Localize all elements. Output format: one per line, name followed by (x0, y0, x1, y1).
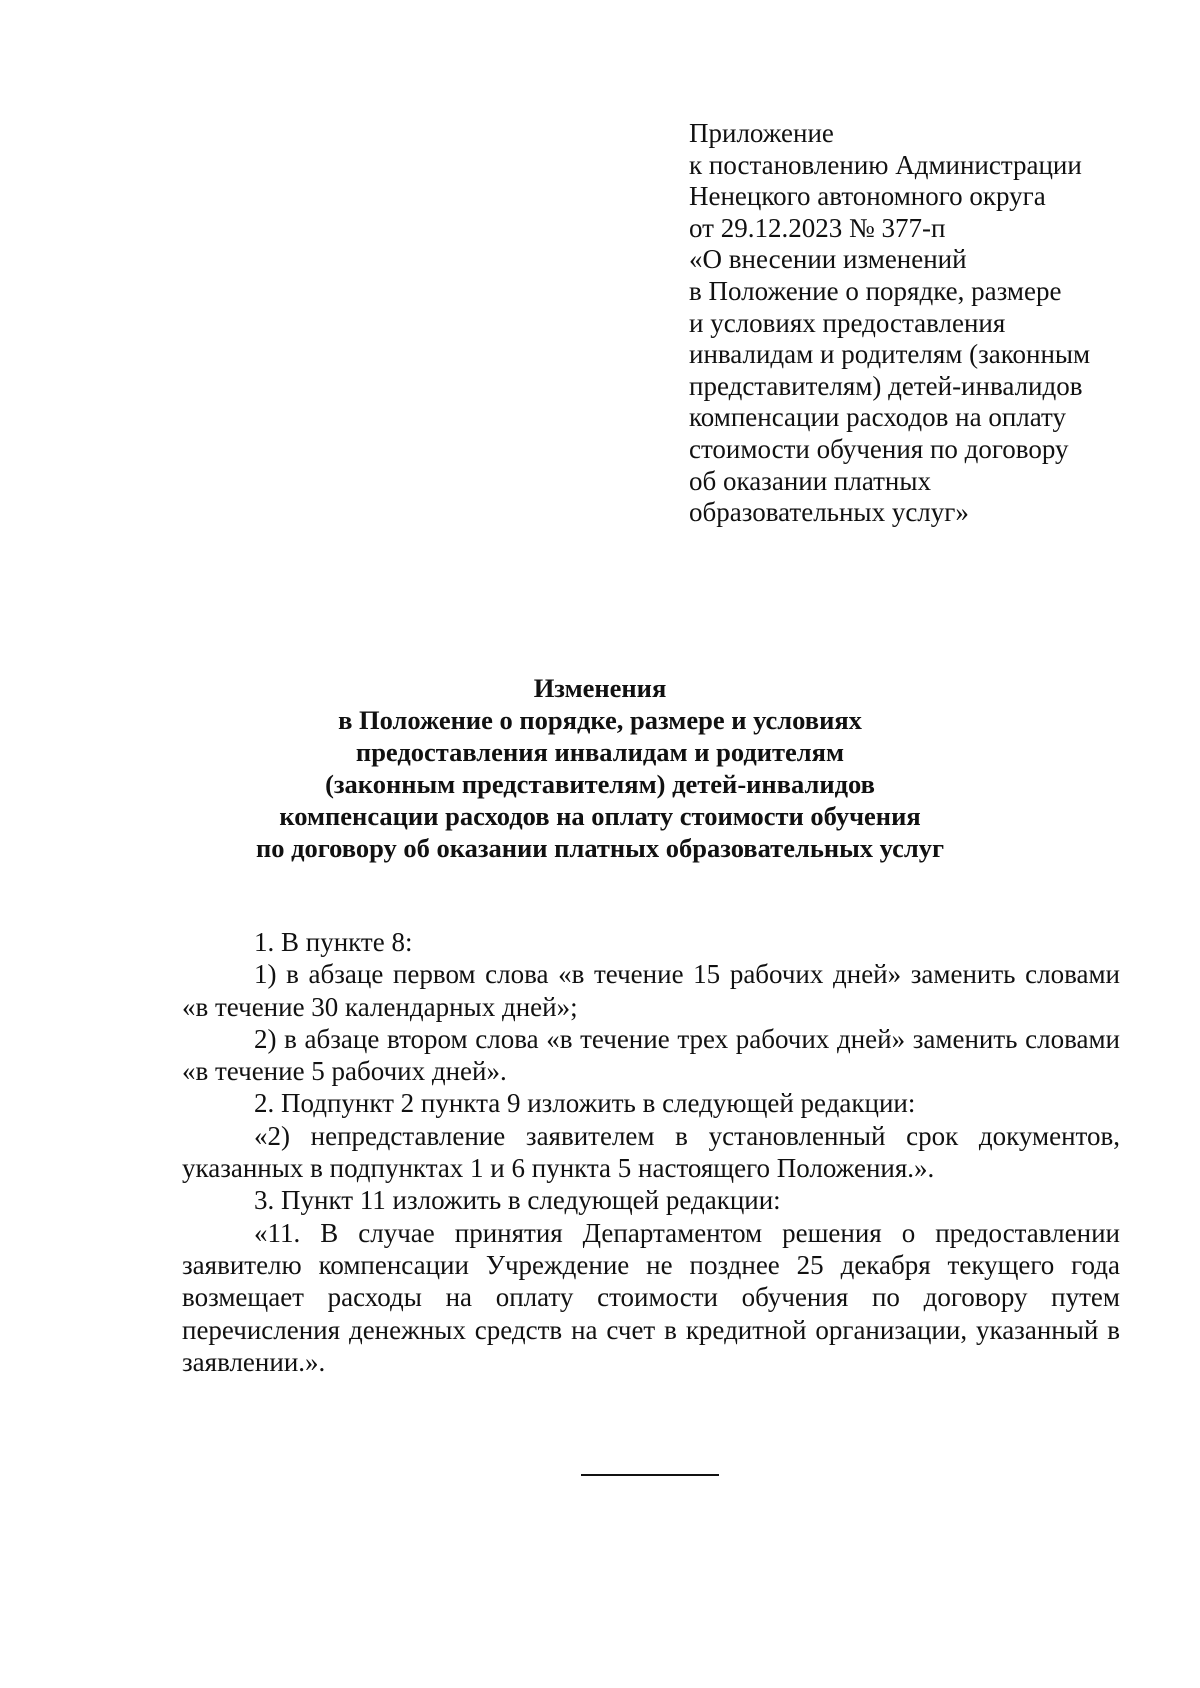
appendix-line: стоимости обучения по договору (689, 433, 1069, 464)
appendix-line: от 29.12.2023 № 377-п (689, 212, 946, 243)
title-line: предоставления инвалидам и родителям (355, 737, 845, 767)
body-paragraph: 2) в абзаце втором слова «в течение трех рабочих дней» заменить словами «в течение 5 рабочих дней». (182, 1023, 1120, 1087)
appendix-line: и условиях предоставления (689, 307, 1006, 338)
appendix-line: представителям) детей-инвалидов (689, 370, 1083, 401)
appendix-line: Приложение (689, 118, 834, 148)
title-line: в Положение о порядке, размере и условиях (338, 705, 862, 735)
body-paragraph: «11. В случае принятия Департаментом решения о предоставлении заявителю компенсации Учреждение не позднее 25 декабря текущего года возмещает расходы на оплату стоимости обучения по договору путем перечисления денежных средств на счет в кредитной организации, указанный в заявлении.». (182, 1217, 1120, 1377)
title-line: (законным представителям) детей-инвалидов (325, 769, 875, 799)
appendix-line: к постановлению Администрации (689, 149, 1082, 180)
body-paragraph: 1. В пункте 8: (254, 927, 413, 957)
document-title (100, 672, 1100, 864)
appendix-line: «О внесении изменений (689, 244, 967, 275)
appendix-line: Ненецкого автономного округа (689, 181, 1046, 212)
body-paragraph: 1) в абзаце первом слова «в течение 15 рабочих дней» заменить словами «в течение 30 календарных дней»; (182, 959, 1120, 1022)
body-paragraph: 3. Пункт 11 изложить в следующей редакции: (254, 1185, 781, 1216)
end-separator-line (581, 1474, 719, 1476)
document-body (182, 926, 1120, 1378)
title-line: компенсации расходов на оплату стоимости обучения (279, 801, 921, 831)
body-paragraph: 2. Подпункт 2 пункта 9 изложить в следующей редакции: (254, 1088, 916, 1119)
appendix-block (689, 118, 1169, 529)
appendix-line: об оказании платных (689, 465, 932, 496)
appendix-line: компенсации расходов на оплату (689, 402, 1066, 433)
appendix-line: в Положение о порядке, размере (689, 275, 1062, 306)
title-line: по договору об оказании платных образовательных услуг (255, 833, 945, 863)
appendix-line: инвалидам и родителям (законным (689, 339, 1091, 370)
title-line: Изменения (533, 673, 667, 703)
body-paragraph: «2) непредставление заявителем в установленный срок документов, указанных в подпунктах 1 и 6 пункта 5 настоящего Положения.». (182, 1120, 1120, 1184)
appendix-line: образовательных услуг» (689, 497, 969, 528)
